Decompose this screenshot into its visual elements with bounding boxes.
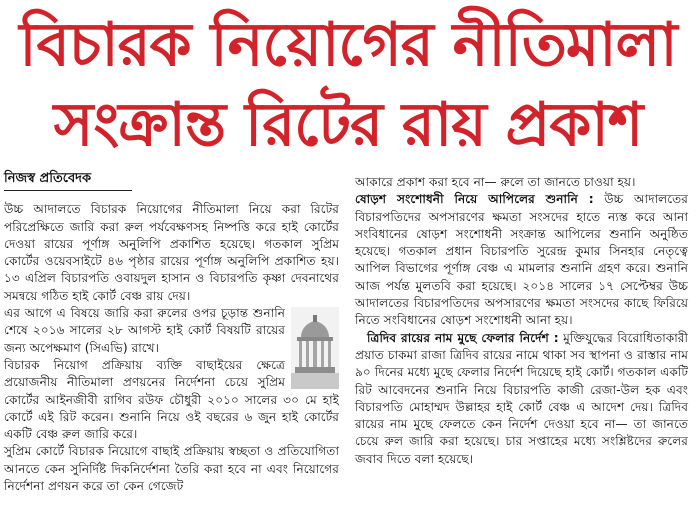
subheading-sixteenth-amendment: ষোড়শ সংশোধনী নিয়ে আপিলের শুনানি : — [355, 192, 594, 207]
headline-line-2: সংক্রান্ত রিটের রায় প্রকাশ — [53, 90, 643, 160]
right-paragraph-1: আকারে প্রকাশ করা হবে না— রুলে তা জানতে চাওয়া হয়। — [355, 175, 636, 189]
left-paragraph-1: উচ্চ আদালতে বিচারক নিয়োগের নীতিমালা নিয়ে করা রিটের পরিপ্রেক্ষিতে জারি করা রুল পর্যবেক্ষণসহ নিষ্পত্তি করে হাই কোর্টের দেওয়া রায়ের পূর্ণাঙ্গ অনুলিপি প্রকাশিত হয়েছে। গতকাল সুপ্রিম কোর্টের ওয়েবসাইটে ৪৬ পৃষ্ঠার রায়ের পূর্ণাঙ্গ অনুলিপি প্রকাশিত হয়। ১৩ এপ্রিল বিচারপতি ওবায়দুল হাসান ও বিচারপতি কৃষ্ণা দেবনাথের সমন্বয়ে গঠিত হাই কোর্ট বেঞ্চ রায় দেয়। — [4, 202, 339, 303]
right-section-2 — [355, 330, 688, 468]
left-paragraph-4: সুপ্রিম কোর্টে বিচারক নিয়োগে বাছাই প্রক্রিয়ায় স্বচ্ছতা ও প্রতিযোগিতা আনতে কেন সুনির্দিষ্ট দিকনির্দেশনা তৈরি করা হবে না এবং নিয়োগের নির্দেশনা প্রণয়ন করে তা কেন গেজেট — [4, 444, 339, 494]
headline-line-1: বিচারক নিয়োগের নীতিমালা — [19, 10, 677, 80]
left-paragraph-2: এর আগে এ বিষয়ে জারি করা রুলের ওপর চূড়ান্ত শুনানি শেষে ২০১৬ সালের ২৮ আগস্ট হাই কোর্ট বিষয়টি রায়ের জন্য অপেক্ষমাণ (সিএভি) রাখে। — [4, 306, 285, 355]
headline — [0, 0, 696, 168]
court-photo — [291, 307, 339, 389]
left-paragraph-3: বিচারক নিয়োগ প্রক্রিয়ায় ব্যক্তি বাছাইয়ের ক্ষেত্রে প্রয়োজনীয় নীতিমালা প্রণয়নের নির্দেশনা চেয়ে সুপ্রিম কোর্টের আইনজীবী রাগিব রউফ চৌধুরী ২০১০ সালের ৩০ মে হাই কোর্টে এই রিট করেন। শুনানি নিয়ে ওই বছরের ৬ জুন হাই কোর্টের একটি বেঞ্চ রুল জারি করে। — [4, 357, 339, 442]
subheading-tridiv-roy: ত্রিদিব রায়ের নাম মুছে ফেলার নির্দেশ : — [367, 330, 559, 345]
court-building-icon — [291, 307, 339, 389]
right-section-1 — [355, 191, 688, 329]
right-paragraph-3: মুক্তিযুদ্ধের বিরোধিতাকারী প্রয়াত চাকমা রাজা ত্রিদিব রায়ের নামে থাকা সব স্থাপনা ও রাস্তার নাম ৯০ দিনের মধ্যে মুছে ফেলার নির্দেশ দিয়েছে হাই কোর্ট। গতকাল একটি রিট আবেদনের শুনানি নিয়ে বিচারপতি কাজী রেজা-উল হক এবং বিচারপতি মোহাম্মদ উল্লাহর হাই কোর্ট বেঞ্চ এ আদেশ দেয়। ত্রিদিব রায়ের নাম মুছে ফেলতে কেন নির্দেশ দেওয়া হবে না— তা জানতে চেয়ে রুল জারি করা হয়েছে। চার সপ্তাহের মধ্যে সংশ্লিষ্টদের রুলের জবাব দিতে বলা হয়েছে। — [355, 330, 688, 466]
left-column — [4, 170, 339, 495]
byline: নিজস্ব প্রতিবেদক — [4, 171, 92, 186]
right-paragraph-2: উচ্চ আদালতের বিচারপতিদের অপসারণের ক্ষমতা সংসদের হাতে ন্যস্ত করে আনা সংবিধানের ষোড়শ সংশোধনী সংক্রান্ত আপিলের শুনানি অনুষ্ঠিত হয়েছে। গতকাল প্রধান বিচারপতি সুরেন্দ্র কুমার সিনহার নেতৃত্বে আপিল বিভাগের পূর্ণাঙ্গ বেঞ্চ এ মামলার শুনানি গ্রহণ করে। শুনানি আজ পর্যন্ত মুলতবি করা হয়েছে। ২০১৪ সালের ১৭ সেপ্টেম্বর উচ্চ আদালতের বিচারপতিদের অপসারণের ক্ষমতা সংসদের কাছে ফিরিয়ে নিতে সংবিধানের ষোড়শ সংশোধনী আনা হয়। — [355, 192, 688, 328]
right-column — [355, 174, 688, 468]
